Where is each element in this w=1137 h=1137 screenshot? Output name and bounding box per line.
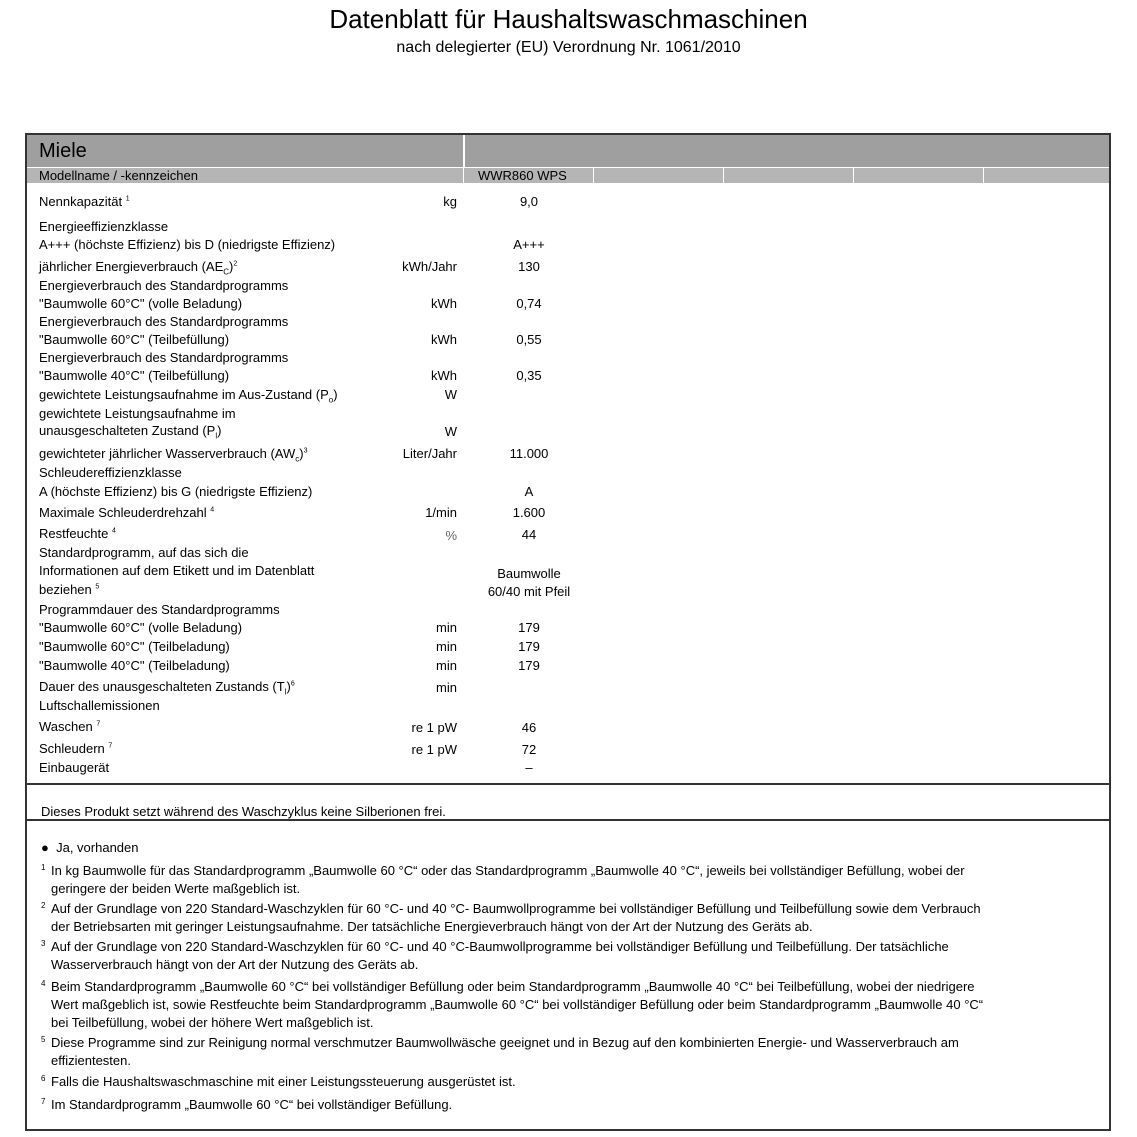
energy-60-full-label-1: Energieverbrauch des Standardprogramms — [39, 278, 289, 293]
section-divider — [27, 783, 1109, 785]
model-empty-cell — [853, 168, 983, 183]
noise-wash-label: Waschen $^7$ — [39, 719, 101, 734]
spin-speed-value: 1.600 — [512, 505, 546, 520]
capacity-unit: kg — [443, 194, 457, 209]
power-left-on-label-1: gewichtete Leistungsaufnahme im — [39, 406, 236, 421]
model-label: Modellname / -kennzeichen — [39, 168, 198, 183]
eclass-label-1: Energieeffizienzklasse — [39, 219, 169, 234]
footnote-4: 4 Beim Standardprogramm „Baumwolle 60 °C“ bei vollständiger Befüllung oder beim Standardprogramm „Baumwolle 40 °C“ bei Teilbefüllung, wobei der niedrigere Wert maßgeblich ist, sowie Restfeuchte beim Standardprogramm „Baumwolle 60 °C“ bei vollständiger Befüllung oder beim Standardprogramm „Baumwolle 40 °C“ bei Teilbefüllung, wobei der höhere Wert maßgeblich ist. — [41, 979, 984, 1030]
spin-class-label-2: A (höchste Effizienz) bis G (niedrigste Effizienz) — [39, 484, 313, 499]
std-program-value-2: 60/40 mit Pfeil — [487, 584, 571, 599]
duration-60-full-label: "Baumwolle 60°C" (volle Beladung) — [39, 620, 243, 635]
footnote-7: 7 Im Standardprogramm „Baumwolle 60 °C“ bei vollständiger Befüllung. — [41, 1097, 453, 1112]
energy-40-part-unit: kWh — [431, 368, 457, 383]
bullet-icon: ● — [41, 840, 49, 855]
eclass-label-2: A+++ (höchste Effizienz) bis D (niedrigste Effizienz) — [39, 237, 336, 252]
brand-divider — [463, 135, 465, 167]
noise-spin-unit: re 1 pW — [411, 742, 457, 757]
energy-40-part-value: 0,35 — [516, 368, 542, 383]
energy-60-full-unit: kWh — [431, 296, 457, 311]
footnote-2: 2 Auf der Grundlage von 220 Standard-Waschzyklen für 60 °C- und 40 °C- Baumwollprogramme bei vollständiger Befüllung und Teilbefüllung sowie dem Verbrauch der Betriebsarten mit geringer Leistungsaufnahme. Der tatsächliche Energieverbrauch hängt von der Art der Nutzung des Geräts ab. — [41, 901, 981, 934]
power-left-on-unit: W — [444, 424, 457, 439]
page-subtitle: nach delegierter (EU) Verordnung Nr. 1061/2010 — [396, 39, 741, 56]
brand-name: Miele — [39, 140, 87, 162]
spin-class-label-1: Schleudereffizienzklasse — [39, 465, 182, 480]
noise-wash-unit: re 1 pW — [411, 720, 457, 735]
moisture-value: 44 — [521, 527, 537, 542]
model-bar — [27, 168, 1109, 183]
water-label: gewichteter jährlicher Wasserverbrauch $(AW_c)^3$ — [39, 446, 308, 464]
left-on-duration-unit: min — [436, 680, 457, 695]
noise-heading: Luftschallemissionen — [39, 698, 160, 713]
moisture-label: Restfeuchte $^4$ — [39, 526, 116, 541]
duration-40-part-value: 179 — [518, 658, 540, 673]
duration-60-part-label: "Baumwolle 60°C" (Teilbeladung) — [39, 639, 230, 654]
left-on-duration-label: Dauer des unausgeschalteten Zustands $(T_l)^6$ — [39, 679, 295, 697]
capacity-label: Nennkapazität $^1$ — [39, 194, 130, 209]
energy-40-part-label-2: "Baumwolle 40°C" (Teilbefüllung) — [39, 368, 230, 383]
model-empty-cell — [593, 168, 723, 183]
footnote-6: 6 Falls die Haushaltswaschmaschine mit einer Leistungssteuerung ausgerüstet ist. — [41, 1074, 516, 1089]
model-empty-cell — [983, 168, 1109, 183]
page-title: Datenblatt für Haushaltswaschmaschinen — [329, 4, 808, 34]
energy-60-part-value: 0,55 — [516, 332, 542, 347]
model-name-cell — [463, 168, 593, 183]
footnote-1: 1 In kg Baumwolle für das Standardprogramm „Baumwolle 60 °C“ oder das Standardprogramm „Baumwolle 40 °C“, jeweils bei vollständiger Befüllung, wobei der geringere der beiden Werte maßgeblich ist. — [41, 863, 965, 896]
spin-speed-label: Maximale Schleuderdrehzahl $^4$ — [39, 505, 215, 520]
capacity-value: 9,0 — [519, 194, 539, 209]
power-off-unit: W — [444, 387, 457, 402]
spin-class-value: A — [524, 484, 534, 499]
duration-60-part-value: 179 — [518, 639, 540, 654]
legend: ● Ja, vorhanden — [41, 840, 139, 855]
annual-energy-label: jährlicher Energieverbrauch $(AE_C)^2$ — [39, 259, 238, 277]
water-value: 11.000 — [509, 446, 549, 461]
std-program-value-1: Baumwolle — [497, 566, 561, 581]
duration-60-full-value: 179 — [518, 620, 540, 635]
brand-bar — [27, 135, 1109, 167]
annual-energy-unit: kWh/Jahr — [402, 259, 457, 274]
annual-energy-value: 130 — [518, 259, 540, 274]
duration-60-part-unit: min — [436, 639, 457, 654]
energy-60-full-label-2: "Baumwolle 60°C" (volle Beladung) — [39, 296, 243, 311]
energy-60-part-label-2: "Baumwolle 60°C" (Teilbefüllung) — [39, 332, 230, 347]
spin-speed-unit: 1/min — [425, 505, 457, 520]
noise-spin-label: Schleudern $^7$ — [39, 741, 113, 756]
eclass-value: A+++ — [513, 237, 545, 252]
energy-60-part-unit: kWh — [431, 332, 457, 347]
footnote-3: 3 Auf der Grundlage von 220 Standard-Waschzyklen für 60 °C- und 40 °C-Baumwollprogramme bei vollständiger Befüllung und Teilbefüllung. Der tatsächliche Wasserverbrauch hängt von der Art der Nutzung des Geräts ab. — [41, 939, 949, 972]
model-empty-cell — [723, 168, 853, 183]
noise-wash-value: 46 — [521, 720, 537, 735]
section-divider — [27, 819, 1109, 821]
builtin-label: Einbaugerät — [39, 760, 110, 775]
builtin-value: – — [525, 760, 533, 775]
duration-40-part-unit: min — [436, 658, 457, 673]
duration-heading: Programmdauer des Standardprogramms — [39, 602, 280, 617]
power-left-on-label-2: unausgeschalteten Zustand $(P_l)$ — [39, 423, 222, 441]
energy-60-full-value: 0,74 — [516, 296, 542, 311]
footnote-5: 5 Diese Programme sind zur Reinigung normal verschmutzer Baumwollwäsche geeignet und in Bezug auf den kombinierten Energie- und Wasserverbrauch am effizientesten. — [41, 1035, 959, 1068]
energy-60-part-label-1: Energieverbrauch des Standardprogramms — [39, 314, 289, 329]
noise-spin-value: 72 — [521, 742, 537, 757]
std-program-label-3: beziehen $^5$ — [39, 582, 100, 597]
silver-ion-notice: Dieses Produkt setzt während des Waschzyklus keine Silberionen frei. — [41, 804, 446, 819]
datasheet-frame — [25, 133, 1111, 1131]
water-unit: Liter/Jahr — [402, 446, 457, 461]
std-program-label-2: Informationen auf dem Etikett und im Datenblatt — [39, 563, 315, 578]
duration-60-full-unit: min — [436, 620, 457, 635]
power-off-label: gewichtete Leistungsaufnahme im Aus-Zustand $(P_o)$ — [39, 387, 338, 405]
duration-40-part-label: "Baumwolle 40°C" (Teilbeladung) — [39, 658, 230, 673]
energy-40-part-label-1: Energieverbrauch des Standardprogramms — [39, 350, 289, 365]
std-program-label-1: Standardprogramm, auf das sich die — [39, 545, 249, 560]
moisture-unit: % — [445, 528, 457, 543]
model-name: WWR860 WPS — [478, 168, 567, 183]
